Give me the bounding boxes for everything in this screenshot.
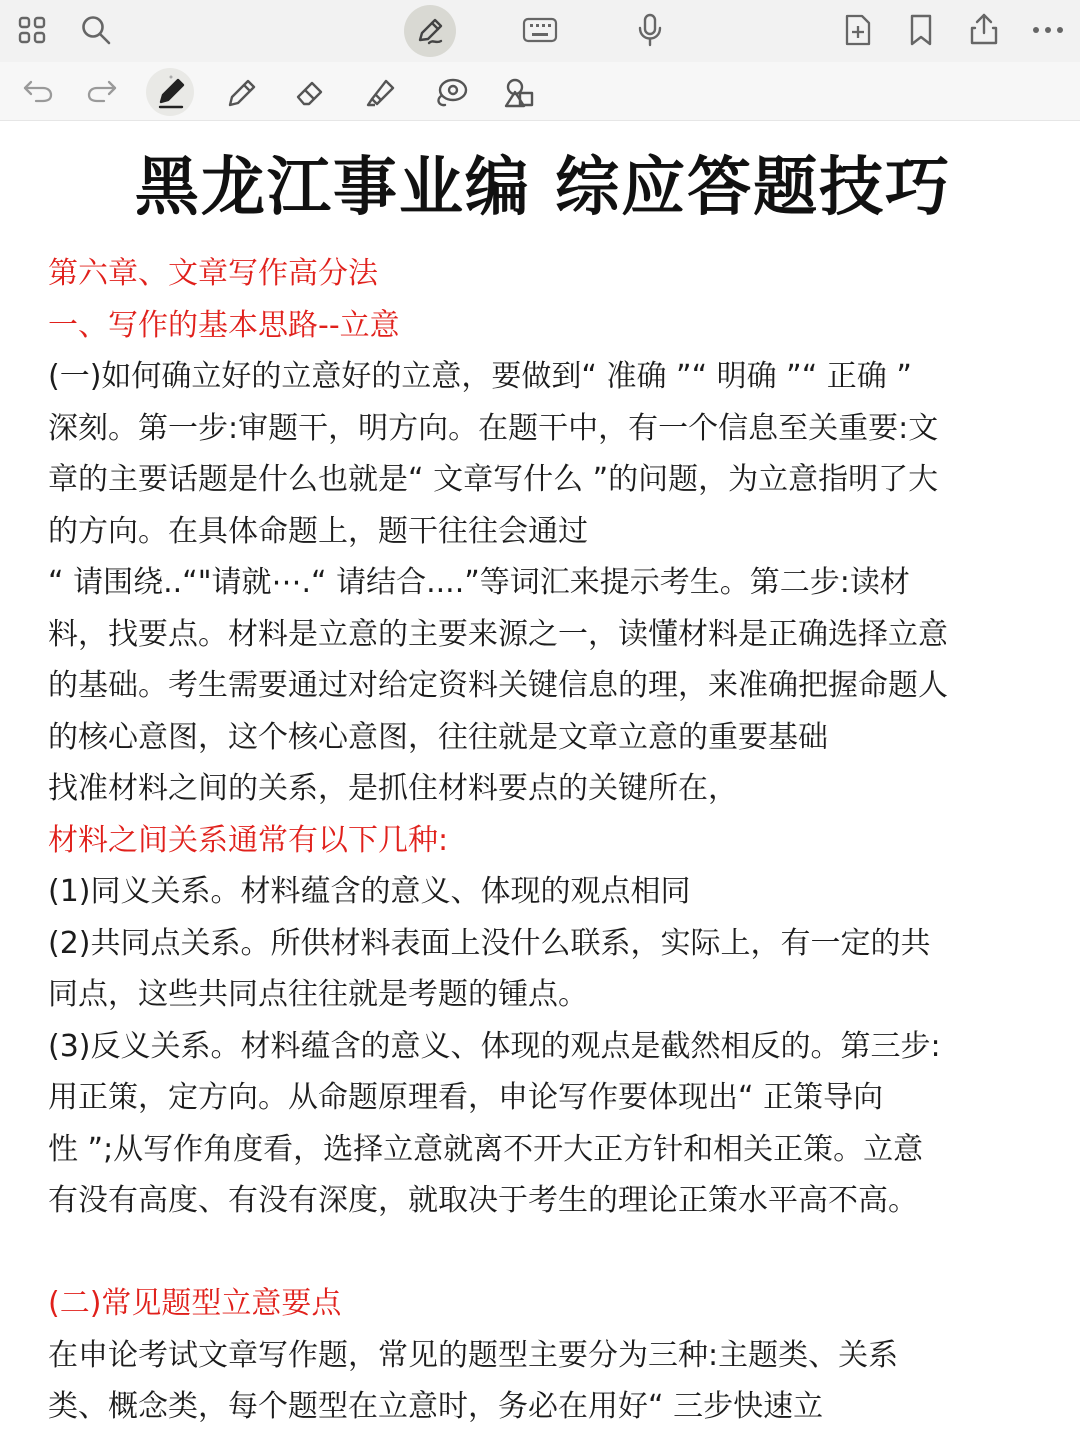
text-line: (一)如何确立好的立意好的立意，要做到“ 准确 ”“ 明确 ”“ 正确 ” (48, 359, 912, 394)
lasso-icon[interactable] (433, 76, 469, 110)
text-line: 料，找要点。材料是立意的主要来源之一，读懂材料是正确选择立意 (48, 616, 948, 652)
blank-line (48, 1227, 1038, 1279)
text-line: 的基础。考生需要通过对给定资料关键信息的理，来准确把握命题人 (48, 668, 948, 703)
text-line: 性 ”;从写作角度看，选择立意就离不开大正方针和相关正策。立意 (48, 1131, 924, 1167)
text-line: 用正策，定方向。从命题原理看，申论写作要体现出“ 正策导向 (48, 1080, 884, 1115)
grid-icon[interactable] (17, 15, 47, 45)
text-line: 深刻。第一步:审题干，明方向。在题干中，有一个信息至关重要:文 (48, 410, 939, 446)
eraser-icon[interactable] (294, 76, 328, 110)
text-line: 的方向。在具体命题上，题干往往会通过 (48, 513, 588, 549)
share-icon[interactable] (968, 11, 1000, 47)
more-icon[interactable] (1032, 25, 1064, 35)
bookmark-icon[interactable] (907, 13, 935, 47)
highlighter-icon[interactable] (363, 76, 397, 110)
undo-icon[interactable] (22, 79, 54, 103)
text-line: “ 请围绕..“"请就⋯.“ 请结合....”等词汇来提示考生。第二步:读材 (48, 565, 910, 600)
text-line: 找准材料之间的关系，是抓住材料要点的关键所在， (48, 771, 738, 806)
page-title: 黑龙江事业编 综应答题技巧 (134, 151, 952, 225)
text-line: 章的主要话题是什么也就是“ 文章写什么 ”的问题，为立意指明了大 (48, 462, 939, 497)
add-page-icon[interactable] (843, 13, 873, 47)
app-top-bar (0, 0, 1080, 62)
microphone-icon[interactable] (636, 12, 664, 48)
text-line: 类、概念类，每个题型在立意时，务必在用好“ 三步快速立 (48, 1389, 824, 1424)
pen-icon (154, 74, 188, 112)
pen-mode-button[interactable] (404, 5, 456, 57)
pencil-icon[interactable] (225, 76, 259, 110)
section-heading-line: 一、写作的基本思路--立意 (48, 307, 400, 343)
keyboard-icon[interactable] (522, 16, 558, 44)
pen-tool-button[interactable] (146, 68, 194, 116)
note-body (48, 248, 1038, 1433)
text-line: (3)反义关系。材料蕴含的意义、体现的观点是截然相反的。第三步: (48, 1028, 941, 1064)
section-heading-line: 第六章、文章写作高分法 (48, 256, 378, 291)
text-line: (1)同义关系。材料蕴含的意义、体现的观点相同 (48, 874, 691, 909)
note-page (48, 120, 1038, 1433)
section-heading-line: (二)常见题型立意要点 (48, 1286, 342, 1321)
redo-icon[interactable] (86, 79, 118, 103)
pen-mode-icon (414, 15, 446, 47)
search-icon[interactable] (80, 14, 112, 46)
text-line: 同点，这些共同点往往就是考题的锺点。 (48, 977, 588, 1012)
text-line: (2)共同点关系。所供材料表面上没什么联系，实际上，有一定的共 (48, 925, 931, 961)
section-heading-line: 材料之间关系通常有以下几种: (48, 822, 449, 858)
text-line: 的核心意图，这个核心意图，往往就是文章立意的重要基础 (48, 719, 828, 755)
text-line: 在申论考试文章写作题，常见的题型主要分为三种:主题类、关系 (48, 1337, 899, 1373)
shapes-icon[interactable] (502, 76, 538, 110)
drawing-toolbar (0, 62, 1080, 121)
text-line: 有没有高度、有没有深度，就取决于考生的理论正策水平高不高。 (48, 1183, 918, 1218)
